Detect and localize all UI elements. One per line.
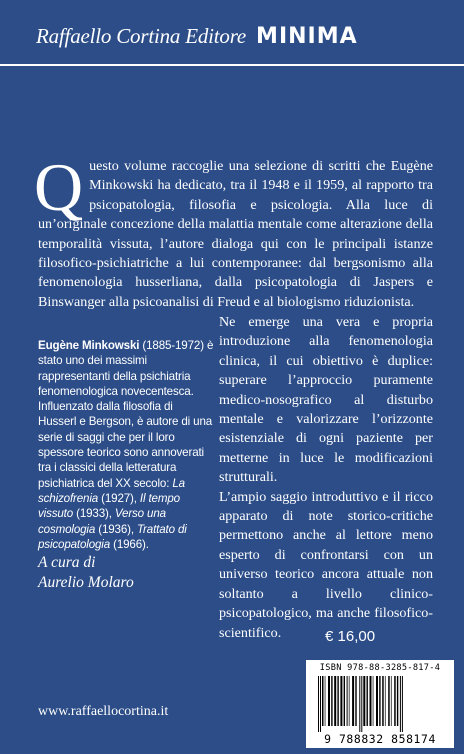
price: € 16,00 (325, 628, 376, 645)
editor-name: Aurelio Molaro (38, 574, 134, 591)
bio-year-1: (1927), (98, 491, 140, 505)
cover-header (36, 24, 358, 60)
bio-work-2: Il tempo vissuto (38, 491, 180, 521)
editor-credit (38, 553, 214, 593)
bio-year-4: (1966). (110, 537, 149, 551)
barcode-image (316, 676, 444, 732)
bio-work-1: La schizofrenia (38, 476, 185, 505)
author-dates: (1885-1972) (139, 339, 204, 352)
author-bio (38, 338, 214, 552)
publisher-website: www.raffaellocortina.it (38, 704, 169, 719)
description-column (219, 313, 433, 643)
author-name: Eugène Minkowski (38, 339, 140, 352)
intro-paragraph (34, 149, 433, 312)
series-name: MINIMA (256, 24, 358, 49)
editor-label: A cura di (38, 554, 96, 571)
bio-year-3: (1936), (95, 522, 137, 536)
intro-text: uesto volume raccoglie una selezione di scritti che Eugène Minkowski ha dedicato, tra il 1948 e il 1959, al rapporto tra psicopatologia, filosofia e psicologia. Alla luce di un’originale concezione della malattia mentale come alterazione della temporalità vissuta, l’autore dialoga qui con le principali istanze filosofico-psichiatriche a lui contemporanee: dal bergsonismo alla fenomenologia husserliana, dalla psicopatologia di Jaspers e Binswanger alla psicoanalisi di Freud e al biologismo riduzionista. (38, 158, 433, 310)
bio-work-3: Verso una cosmologia (38, 507, 166, 536)
isbn-text: ISBN 978-88-3285-817-4 (319, 663, 441, 673)
description-paragraph-1: Ne emerge una vera e propria introduzione alla fenomenologia clinica, il cui obiettivo è duplice: superare l’approccio puramente medico-nosografico al disturbo mentale e valorizzare l’orizzonte esistenziale di ogni paziente per metterne in luce le modificazioni strutturali. (219, 314, 433, 486)
ean-digits: 9 788832 858174 (324, 732, 436, 746)
publisher-name: Raffaello Cortina Editore (36, 24, 247, 48)
barcode-label (306, 660, 454, 748)
drop-cap: Q (34, 149, 84, 225)
description-paragraph-2: L’ampio saggio introduttivo e il ricco apparato di note storico-critiche permettono anche al lettore meno esperto di confrontarsi con un universo teorico ancora attuale non soltanto a livello clinico-psicopatologico, ma anche filosofico-scientifico. (219, 488, 433, 641)
bio-text: è stato uno dei massimi rappresentanti della psichiatria fenomenologica novecentesca. Influenzato dalla filosofia di Husserl e Bergson, è autore di una serie di saggi che per il loro spessore teorico sono annoverati tra i classici della letteratura psichiatrica del XX secolo: (38, 339, 214, 490)
bio-work-4: Trattato di psicopatologia (38, 522, 187, 551)
bio-year-2: (1933), (73, 507, 115, 521)
header-rule (0, 64, 464, 66)
